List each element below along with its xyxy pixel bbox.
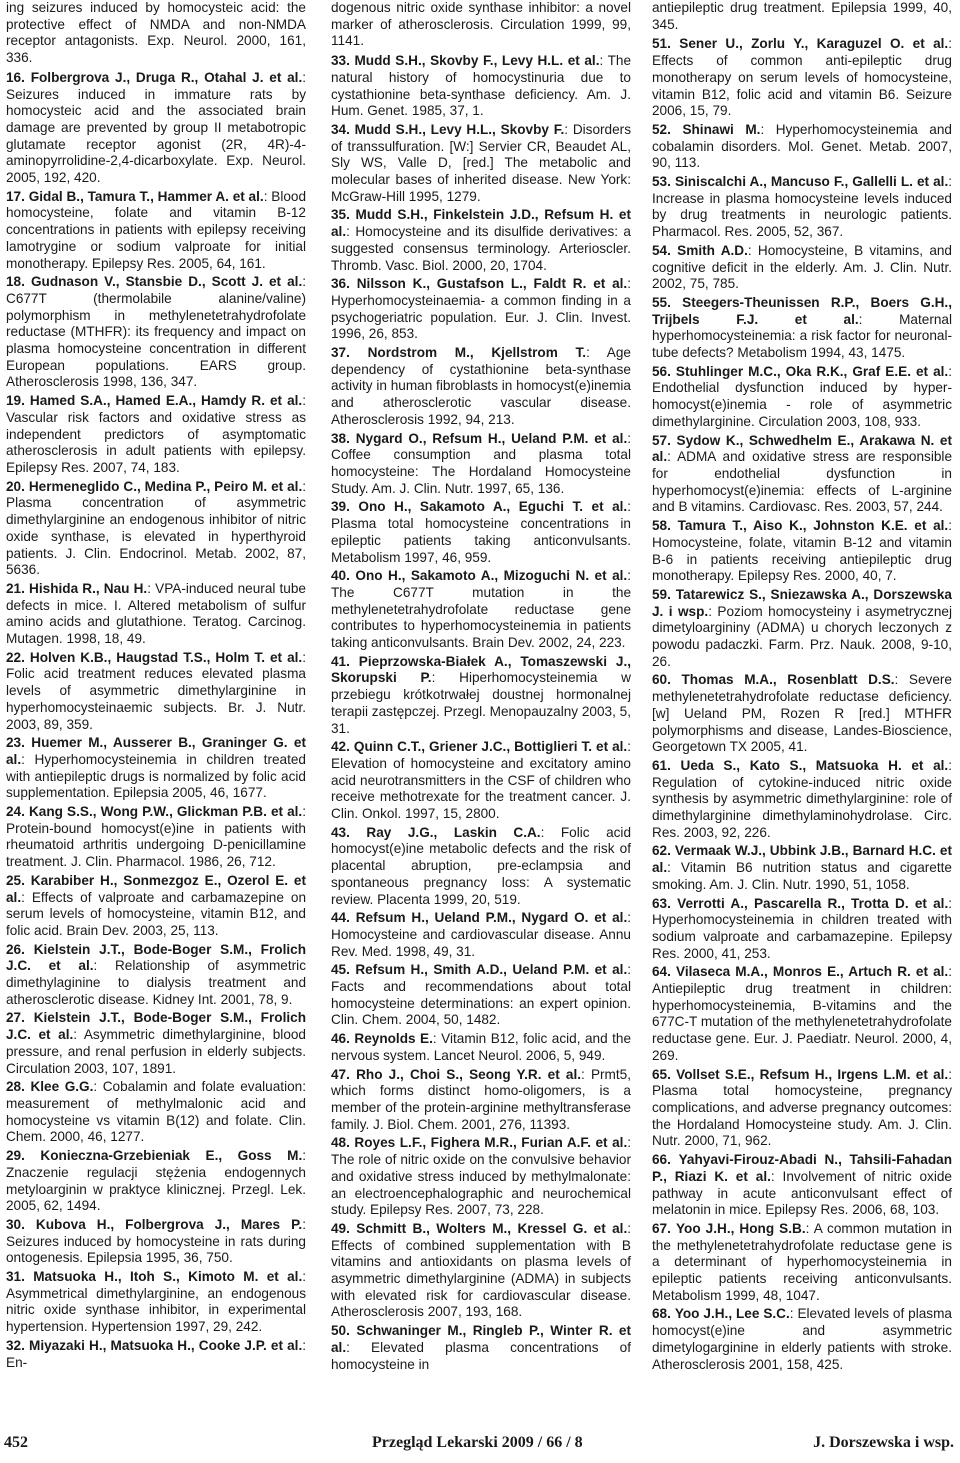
reference-text: : Severe methylenetetrahydrofolate reductase deficiency. [w] Ueland PM, Rozen R [red.] MTHFR polymorphisms and disease, Landes-Bioscience, Georgetown TX 2005, 41. (652, 672, 952, 755)
reference-number: 53. (652, 174, 671, 190)
reference-number: 20. (6, 478, 25, 494)
reference-number: 29. (6, 1148, 25, 1164)
reference-text: : Hyperhomocysteinemia in children treated with antiepileptic drugs is normalized by folic acid supplementation. Epilepsia 2005, 46, 1677. (6, 751, 306, 801)
reference-text: : Asymmetric dimethylarginine, blood pressure, and renal perfusion in elderly subjects. Circulation 2003, 107, 1891. (6, 1027, 306, 1076)
reference-text: : Maternal hyperhomocysteinemia: a risk factor for neuronal-tube defects? Metabolism 1994, 43, 1475. (652, 311, 952, 361)
reference-item (331, 53, 631, 120)
reference-text: : Folic acid treatment reduces elevated plasma levels of asymmetric dimethylarginine in hyperhomocysteinaemic subjects. Br. J. Nutr. 2003, 89, 359. (6, 649, 306, 732)
reference-text: : Vitamin B12, folic acid, and the nervous system. Lancet Neurol. 2006, 5, 949. (331, 1031, 632, 1063)
reference-authors: Kielstein J.T., Bode-Boger S.M., Frolich J.C. et al. (6, 941, 307, 974)
reference-authors: Gidal B., Tamura T., Hammer A. et al. (28, 188, 264, 204)
reference-authors: Verrotti A., Pascarella R., Trotta D. et al. (677, 895, 949, 911)
reference-item (331, 962, 631, 1029)
reference-number: 43. (331, 824, 350, 840)
reference-authors: Yahyavi-Firouz-Abadi N., Tahsili-Fahadan P., Riazi K. et al. (652, 1152, 953, 1184)
reference-item (6, 479, 306, 579)
reference-number: 50. (331, 1323, 350, 1339)
reference-item (331, 1221, 631, 1321)
reference-item (6, 581, 306, 648)
reference-text: : Plasma total homocysteine, pregnancy complications, and adverse pregnancy outcomes: the Hordaland Homocysteine study. Am. J. Clin. Nutr. 2000, 71, 962. (652, 1066, 952, 1149)
reference-item (652, 896, 952, 963)
reference-item (331, 568, 631, 652)
reference-item (652, 587, 952, 671)
reference-number: 17. (6, 188, 25, 204)
reference-text: : Homocysteine, folate, vitamin B-12 and vitamin B-6 in patients receiving antiepileptic drug monotherapy. Epilepsy Res. 2000, 40, 7. (652, 518, 952, 584)
reference-text: : Seizures induced by homocysteine in rats during ontogenesis. Epilepsia 1995, 36, 750. (6, 1216, 306, 1266)
reference-item (331, 825, 631, 909)
reference-item (6, 70, 306, 187)
reference-number: 41. (331, 653, 350, 669)
reference-authors: Smith A.D. (677, 242, 748, 258)
reference-number: 52. (652, 121, 671, 137)
reference-item (331, 1031, 631, 1064)
reference-column-2 (331, 0, 631, 1375)
reference-text: : Coffee consumption and plasma total homocysteine: The Hordaland Homocysteine Study. Am. J. Clin. Nutr. 1997, 65, 136. (331, 430, 632, 496)
reference-number: 51. (652, 36, 671, 52)
reference-item (6, 189, 306, 273)
reference-number: 19. (6, 393, 25, 409)
reference-authors: Huemer M., Ausserer B., Graninger G. et al. (6, 735, 306, 767)
reference-item (6, 1269, 306, 1336)
reference-text: : Protein-bound homocyst(e)ine in patients with rheumatoid arthritis undergoing D-penicillamine treatment. J. Clin. Pharmacol. 1986, 26, 712. (6, 804, 306, 870)
page-footer (0, 1428, 960, 1458)
reference-text: : Age dependency of cystathionine beta-synthase activity in human fibroblasts in homocyst(e)inemia and atherosclerotic vascular disease. Atherosclerosis 1992, 94, 213. (331, 345, 631, 427)
reference-authors: Shinawi M. (682, 121, 761, 137)
reference-authors: Ueda S., Kato S., Matsuoka H. et al. (680, 757, 949, 773)
reference-continuation: antiepileptic drug treatment. Epilepsia 1999, 40, 345. (652, 0, 952, 32)
reference-item (331, 739, 631, 823)
reference-item (331, 431, 631, 498)
reference-text: : Elevation of homocysteine and excitatory amino acid neurotransmitters in the CSF of children who receive methotrexate for the treatment cancer. J. Clin. Onkol. 1997, 15, 2800. (331, 739, 631, 822)
reference-text: : Antiepileptic drug treatment in children: hyperhomocysteinemia, B-vitamins and the 677C-T mutation of the methylenetetrahydrofolate reductase gene. Eur. J. Paediatr. Neurol. 2000, 4, 269. (652, 964, 952, 1063)
reference-item (652, 964, 952, 1064)
reference-text: : Disorders of transsulfuration. [W:] Servier CR, Beaudet AL, Sly WS, Valle D, [red.] The metabolic and molecular bases of inherited disease. New York: McGraw-Hill 1995, 1279. (331, 121, 631, 204)
reference-text: : Involvement of nitric oxide pathway in acute anticonvulsant effect of melatonin in mice. Epilepsy Res. 2006, 68, 103. (652, 1168, 952, 1218)
reference-item (6, 1148, 306, 1215)
reference-item (6, 942, 306, 1009)
reference-text: : Vascular risk factors and oxidative stress as independent predictors of asymptomatic atherosclerosis in adult patients with epilepsy. Epilepsy Res. 2007, 74, 183. (6, 393, 306, 475)
reference-text: : Homocysteine, B vitamins, and cognitive deficit in the elderly. Am. J. Clin. Nutr. 2002, 75, 785. (652, 242, 952, 292)
reference-number: 55. (652, 294, 671, 310)
reference-authors: Gudnason V., Stansbie D., Scott J. et al. (30, 274, 303, 290)
reference-number: 49. (331, 1220, 350, 1236)
reference-authors: Vermaak W.J., Ubbink J.B., Barnard H.C. et al. (652, 843, 952, 876)
reference-text: : The role of nitric oxide on the convulsive behavior and oxidative stress induced by methylmalonate: an electroencephalographic and neurochemical study. Epilepsy Res. 2007, 73, 228. (331, 1135, 631, 1218)
reference-authors: Vilaseca M.A., Monros E., Artuch R. et al. (676, 964, 949, 980)
reference-number: 34. (331, 121, 350, 137)
reference-text: : Blood homocysteine, folate and vitamin B-12 concentrations in patients with epilepsy receiving lamotrygine or sodium valproate for initial monotherapy. Epilepsy Res. 2005, 64, 161. (6, 188, 307, 271)
reference-item (652, 1306, 952, 1373)
reference-item (331, 1067, 631, 1134)
reference-authors: Sener U., Zorlu Y., Karaguzel O. et al. (679, 36, 949, 52)
reference-authors: Mudd S.H., Finkelstein J.D., Refsum H. et al. (331, 207, 631, 240)
journal-citation: Przegląd Lekarski 2009 / 66 / 8 (372, 1434, 583, 1451)
reference-item (6, 1010, 306, 1077)
reference-authors: Kielstein J.T., Bode-Boger S.M., Frolich J.C. et al. (6, 1010, 307, 1043)
reference-column-3 (652, 0, 952, 1375)
reference-number: 46. (331, 1031, 350, 1047)
reference-authors: Ono H., Sakamoto A., Eguchi T. et al. (358, 499, 628, 515)
reference-item (652, 364, 952, 431)
reference-authors: Rho J., Choi S., Seong Y.R. et al. (356, 1066, 582, 1082)
reference-authors: Tamura T., Aiso K., Johnston K.E. et al. (677, 518, 949, 534)
reference-authors: Reynolds E. (354, 1031, 433, 1047)
reference-text: : Vitamin B6 nutrition status and cigarette smoking. Am. J. Clin. Nutr. 1990, 51, 1058. (652, 860, 952, 892)
reference-text: : Cobalamin and folate evaluation: measurement of methylmalonic acid and homocysteine vs vitamin B(12) and folate. Clin. Chem. 2000, 46, 1277. (6, 1079, 306, 1145)
reference-item (331, 122, 631, 206)
reference-number: 35. (331, 207, 350, 223)
reference-authors: Ono H., Sakamoto A., Mizoguchi N. et al. (355, 568, 628, 584)
reference-number: 63. (652, 895, 671, 911)
reference-item (331, 910, 631, 960)
running-author: J. Dorszewska i wsp. (813, 1434, 954, 1451)
reference-authors: Miyazaki H., Matsuoka H., Cooke J.P. et al. (29, 1337, 303, 1353)
reference-authors: Folbergrova J., Druga R., Otahal J. et al. (30, 69, 303, 85)
reference-number: 65. (652, 1066, 671, 1082)
reference-authors: Stuhlinger M.C., Oka R.K., Graf E.E. et al. (675, 363, 949, 379)
reference-number: 21. (6, 580, 25, 596)
reference-number: 32. (6, 1337, 25, 1353)
reference-text: : Folic acid homocyst(e)ine metabolic defects and the risk of placental abruption, pre-eclampsia and spontaneous pregnancy loss: A systematic review. Placenta 1999, 20, 519. (331, 824, 632, 907)
reference-text: : Prmt5, which forms distinct homo-oligomers, is a member of the protein-arginine methyltransferase family. J. Biol. Chem. 2001, 276, 11393. (331, 1066, 631, 1132)
reference-item (652, 672, 952, 756)
reference-authors: Sydow K., Schwedhelm E., Arakawa N. et al. (652, 432, 953, 465)
reference-authors: Siniscalchi A., Mancuso F., Gallelli L. et al. (674, 174, 949, 190)
reference-authors: Matsuoka H., Itoh S., Kimoto M. et al. (33, 1269, 303, 1285)
reference-item (6, 1079, 306, 1146)
reference-authors: Pieprzowska-Białek A., Tomaszewski J., Skorupski P. (331, 653, 631, 686)
reference-authors: Ray J.G., Laskin C.A. (366, 824, 541, 840)
reference-item (6, 274, 306, 391)
reference-item (652, 1152, 952, 1219)
reference-item (6, 650, 306, 734)
reference-number: 66. (652, 1152, 671, 1168)
reference-number: 48. (331, 1135, 350, 1151)
reference-authors: Konieczna-Grzebieniak E., Goss M. (40, 1148, 303, 1164)
reference-number: 67. (652, 1220, 671, 1236)
reference-item (331, 345, 631, 429)
reference-number: 37. (331, 345, 350, 361)
reference-number: 56. (652, 363, 671, 379)
reference-number: 61. (652, 757, 671, 773)
reference-text: : Asymmetrical dimethylarginine, an endogenous nitric oxide synthase inhibitor, in experimental hypertension. Hypertension 1997, 29, 242. (6, 1269, 306, 1335)
reference-authors: Hermeneglido C., Medina P., Peiro M. et al. (28, 478, 303, 494)
reference-text: : Hyperhomocysteinemia and cobalamin disorders. Mol. Genet. Metab. 2007, 90, 113. (652, 121, 952, 171)
reference-authors: Yoo J.H., Lee S.C. (674, 1306, 790, 1322)
reference-text: : Effects of valproate and carbamazepine on serum levels of homocysteine, vitamin B12, and folic acid. Brain Dev. 2003, 25, 113. (6, 889, 306, 938)
reference-number: 59. (652, 586, 671, 602)
reference-text: : Regulation of cytokine-induced nitric oxide synthesis by asymmetric dimethylarginine: role of dimethylarginine dimethylaminohydrolase. Circ. Res. 2003, 92, 226. (652, 757, 952, 840)
reference-authors: Mudd S.H., Skovby F., Levy H.L. et al. (354, 53, 600, 69)
reference-item (652, 843, 952, 893)
reference-text: : Effects of common anti-epileptic drug monotherapy on serum levels of homocysteine, vitamin B12, folic acid and vitamin B6. Seizure 2006, 15, 79. (652, 36, 952, 119)
reference-authors: Klee G.G. (30, 1079, 94, 1095)
reference-text: : VPA-induced neural tube defects in mice. I. Altered metabolism of sulfur amino acids and glutathione. Teratog. Carcinog. Mutagen. 1998, 18, 49. (6, 580, 306, 647)
reference-number: 23. (6, 735, 25, 751)
reference-item (331, 499, 631, 566)
reference-authors: Vollset S.E., Refsum H., Irgens L.M. et al. (676, 1066, 949, 1082)
reference-text: : Plasma concentration of asymmetric dimethylarginine an endogenous inhibitor of nitric oxide synthase, is elevated in hyperthyroid patients. J. Clin. Endocrinol. Metab. 2002, 87, 5636. (6, 478, 306, 578)
reference-authors: Quinn C.T., Griener J.C., Bottiglieri T. et al. (353, 739, 628, 755)
reference-item (652, 1067, 952, 1151)
reference-authors: Schmitt B., Wolters M., Kressel G. et al. (356, 1220, 628, 1236)
reference-number: 28. (6, 1079, 25, 1095)
reference-item (6, 804, 306, 871)
reference-number: 25. (6, 872, 25, 888)
reference-text: : Elevated plasma concentrations of homocysteine in (331, 1339, 631, 1372)
reference-item (652, 174, 952, 241)
reference-number: 54. (652, 242, 671, 258)
reference-authors: Nordstrom M., Kjellstrom T. (367, 345, 587, 361)
reference-authors: Royes L.F., Fighera M.R., Furian A.F. et al. (354, 1135, 628, 1151)
reference-item (652, 1221, 952, 1305)
reference-item (331, 1323, 631, 1373)
reference-item (331, 654, 631, 738)
reference-item (6, 393, 306, 477)
reference-number: 68. (652, 1306, 671, 1322)
reference-authors: Nilsson K., Gustafson L., Faldt R. et al. (356, 276, 628, 292)
reference-authors: Refsum H., Smith A.D., Ueland P.M. et al. (355, 962, 628, 978)
reference-authors: Tatarewicz S., Sniezawska A., Dorszewska J. i wsp. (652, 586, 952, 619)
reference-number: 33. (331, 53, 350, 69)
reference-continuation: ing seizures induced by homocysteic acid: the protective effect of NMDA and non-NMDA receptor antagonists. Exp. Neurol. 2000, 161, 336. (6, 0, 306, 66)
reference-item (652, 433, 952, 517)
reference-number: 47. (331, 1066, 350, 1082)
reference-text: : ADMA and oxidative stress are responsible for endothelial dysfunction in hyperhomocyst(e)inemia: effects of L-arginine and B vitamins. Cardiovasc. Res. 2003, 57, 244. (652, 449, 952, 515)
reference-text: : Facts and recommendations about total homocysteine determinations: an expert opinion. Clin. Chem. 2004, 50, 1482. (331, 962, 631, 1028)
reference-text: : A common mutation in the methylenetetrahydrofolate reductase gene is a determinant of hyperhomocysteinemia in epileptic patients receiving anticonvulsants. Metabolism 1999, 48, 1047. (652, 1220, 952, 1303)
reference-authors: Schwaninger M., Ringleb P., Winter R. et al. (331, 1323, 631, 1355)
reference-authors: Kang S.S., Wong P.W., Glickman P.B. et al. (28, 804, 303, 820)
reference-text: : The natural history of homocystinuria due to cystathionine beta-synthase deficiency. Am. J. Hum. Genet. 1985, 37, 1. (331, 53, 632, 119)
reference-authors: Nygard O., Refsum H., Ueland P.M. et al. (355, 430, 628, 446)
reference-item (331, 207, 631, 274)
reference-text: : Seizures induced in immature rats by homocysteic acid and the associated brain damage are prevented by group II metabotropic glutamate receptor agonist (2R, 4R)-4-aminopyrrolidine-2,4-dicarboxylate. Exp. Neurol. 2005, 192, 420. (6, 69, 307, 186)
reference-text: : Hyperhomocysteinaemia- a common finding in a psychogeriatric population. Eur. J. Clin. Invest. 1996, 26, 853. (331, 276, 631, 342)
reference-authors: Hamed S.A., Hamed E.A., Hamdy R. et al. (29, 393, 303, 409)
reference-number: 18. (6, 274, 25, 290)
reference-authors: Karabiber H., Sonmezgoz E., Ozerol E. et al. (6, 872, 306, 905)
reference-number: 16. (6, 69, 25, 85)
reference-item (331, 276, 631, 343)
reference-number: 45. (331, 962, 350, 978)
reference-authors: Steegers-Theunissen R.P., Boers G.H., Trijbels F.J. et al. (652, 294, 952, 327)
reference-text: : Endothelial dysfunction induced by hyper-homocyst(e)inemia - role of asymmetric dimethylarginine. Circulation 2003, 108, 933. (652, 363, 952, 429)
reference-text: : Poziom homocysteiny i asymetrycznej dimetyloargininy (ADMA) u chorych leczonych z powodu padaczki. Farm. Prz. Nauk. 2008, 9-10, 26. (652, 603, 952, 669)
reference-number: 62. (652, 843, 671, 859)
reference-text: : The C677T mutation in the methylenetetrahydrofolate reductase gene contributes to hyperhomocysteinemia in patients taking anticonvulsants. Brain Dev. 2002, 24, 223. (331, 568, 631, 651)
reference-text: : Effects of combined supplementation with B vitamins and antioxidants on plasma levels of asymmetric dimethylarginine (ADMA) in subjects with elevated risk for cardiovascular disease. Atherosclerosis 2007, 193, 168. (331, 1220, 632, 1320)
reference-number: 24. (6, 804, 25, 820)
reference-text: : Increase in plasma homocysteine levels induced by drug treatments in neurologic patients. Pharmacol. Res. 2005, 52, 367. (652, 174, 953, 240)
reference-authors: Mudd S.H., Levy H.L., Skovby F. (354, 121, 565, 137)
reference-number: 40. (331, 568, 350, 584)
reference-item (6, 1338, 306, 1371)
reference-column-1 (6, 0, 306, 1373)
reference-number: 27. (6, 1010, 25, 1026)
reference-authors: Thomas M.A., Rosenblatt D.S. (681, 672, 895, 688)
reference-text: : Homocysteine and cardiovascular disease. Annu Rev. Med. 1998, 49, 31. (331, 910, 632, 959)
reference-number: 26. (6, 941, 25, 957)
reference-number: 22. (6, 649, 25, 665)
reference-text: : Plasma total homocysteine concentrations in epileptic patients taking anticonvulsants. Metabolism 1997, 46, 959. (331, 499, 631, 565)
reference-item (331, 1135, 631, 1219)
reference-item (652, 122, 952, 172)
reference-item (6, 1217, 306, 1267)
reference-item (6, 873, 306, 940)
reference-text: : Znaczenie regulacji stężenia endogennych metyloarginin w praktyce klinicznej. Przegl. Lek. 2005, 62, 1494. (6, 1148, 307, 1214)
reference-number: 31. (6, 1269, 25, 1285)
reference-text: : Hiperhomocysteinemia w przebiegu krótkotrwałej doustnej hormonalnej terapii zastępczej. Przegl. Menopauzalny 2003, 5, 31. (331, 670, 631, 736)
reference-text: : Homocysteine and its disulfide derivatives: a suggested consensus terminology. Arterioscler. Thromb. Vasc. Biol. 2000, 20, 1704. (331, 224, 631, 273)
reference-continuation: dogenous nitric oxide synthase inhibitor: a novel marker of atherosclerosis. Circulation 1999, 99, 1141. (331, 0, 631, 49)
page-number: 452 (4, 1434, 28, 1451)
reference-text: : En- (6, 1337, 307, 1370)
reference-number: 64. (652, 964, 671, 980)
reference-item (652, 518, 952, 585)
reference-number: 57. (652, 432, 671, 448)
reference-text: : C677T (thermolabile alanine/valine) polymorphism in methylenetetrahydrofolate reductase (MTHFR): its frequency and impact on plasma homocysteine concentration in different European populations. EARS group. Atherosclerosis 1998, 136, 347. (6, 274, 307, 390)
reference-number: 30. (6, 1216, 25, 1232)
reference-item (652, 243, 952, 293)
reference-text: : Elevated levels of plasma homocyst(e)ine and asymmetric dimetylogarginine in elderly patients with stroke. Atherosclerosis 2001, 158, 425. (652, 1306, 952, 1372)
reference-authors: Yoo J.H., Hong S.B. (675, 1220, 806, 1236)
reference-number: 38. (331, 430, 350, 446)
reference-number: 44. (331, 910, 350, 926)
reference-item (6, 735, 306, 802)
reference-text: : Hyperhomocysteinemia in children treated with sodium valproate and carbamazepine. Epilepsy Res. 2000, 41, 253. (652, 895, 953, 961)
reference-number: 42. (331, 739, 350, 755)
reference-number: 58. (652, 518, 671, 534)
reference-item (652, 295, 952, 362)
reference-number: 36. (331, 276, 350, 292)
reference-number: 39. (331, 499, 350, 515)
reference-authors: Kubova H., Folbergrova J., Mares P. (35, 1216, 303, 1232)
reference-authors: Holven K.B., Haugstad T.S., Holm T. et al. (29, 649, 303, 665)
reference-number: 60. (652, 672, 671, 688)
reference-item (652, 36, 952, 120)
reference-text: : Relationship of asymmetric dimethylaginine to dialysis treatment and atherosclerotic disease. Kidney Int. 2001, 78, 9. (6, 958, 306, 1007)
reference-item (652, 758, 952, 842)
reference-authors: Hishida R., Nau H. (29, 580, 148, 596)
reference-authors: Refsum H., Ueland P.M., Nygard O. et al. (355, 910, 628, 926)
